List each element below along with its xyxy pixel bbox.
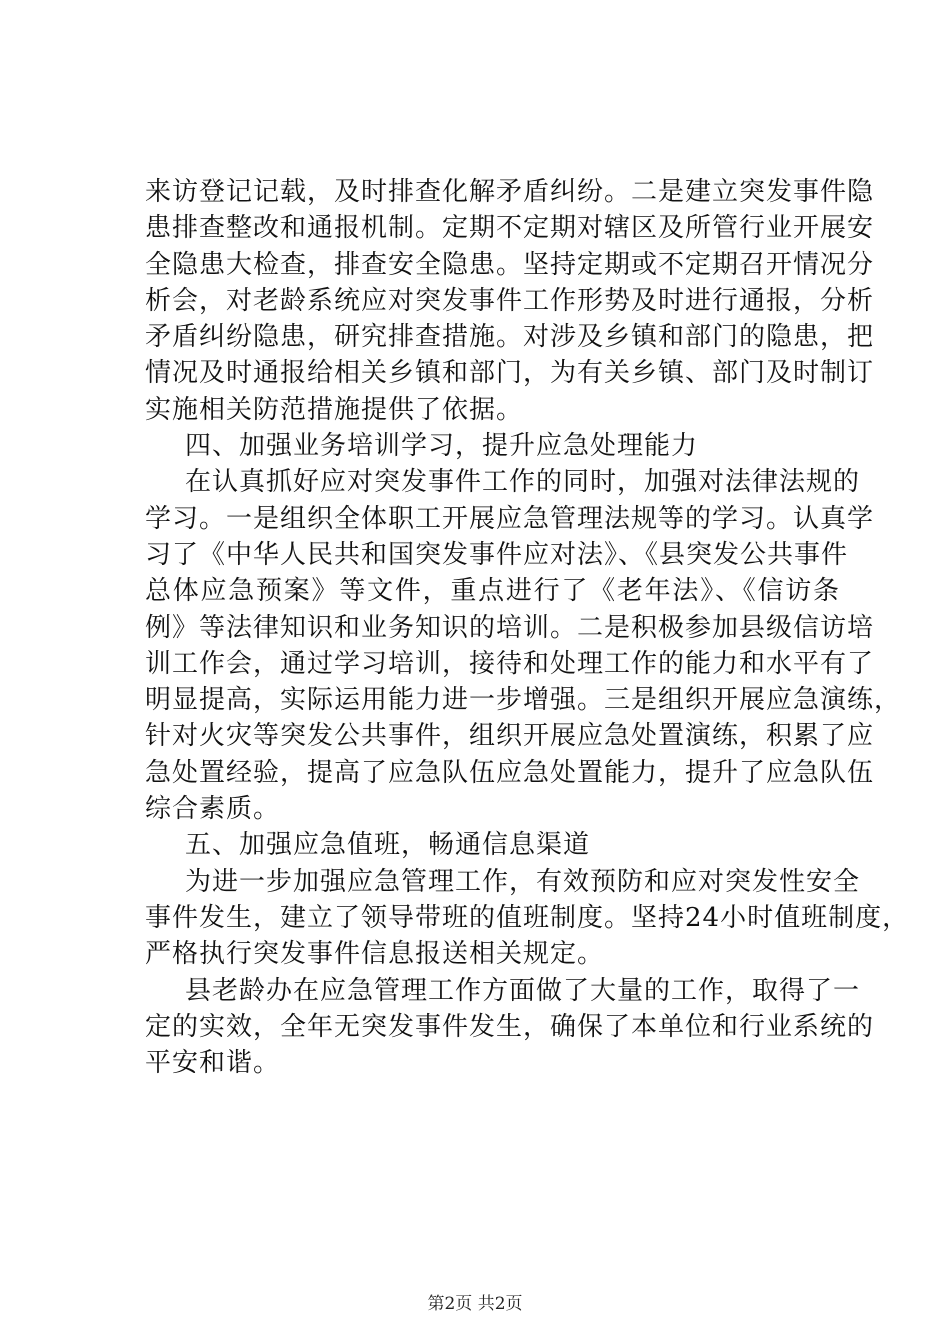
body-line: 实施相关防范措施提供了依据。 xyxy=(145,394,524,425)
body-line: 针对火灾等突发公共事件，组织开展应急处置演练，积累了应 xyxy=(145,721,875,752)
section-heading: 四、加强业务培训学习，提升应急处理能力 xyxy=(185,431,699,462)
body-line: 析会，对老龄系统应对突发事件工作形势及时进行通报，分析 xyxy=(145,285,875,316)
body-line: 平安和谐。 xyxy=(145,1048,281,1079)
body-line: 在认真抓好应对突发事件工作的同时，加强对法律法规的 xyxy=(185,467,861,498)
page-number-footer: 第2页 共2页 xyxy=(427,1294,523,1314)
body-line: 来访登记记载，及时排查化解矛盾纠纷。二是建立突发事件隐 xyxy=(145,177,875,207)
body-line: 县老龄办在应急管理工作方面做了大量的工作，取得了一 xyxy=(185,975,861,1006)
section-heading: 五、加强应急值班，畅通信息渠道 xyxy=(185,830,591,861)
body-line: 矛盾纠纷隐患，研究排查措施。对涉及乡镇和部门的隐患，把 xyxy=(145,322,875,353)
body-line: 情况及时通报给相关乡镇和部门，为有关乡镇、部门及时制订 xyxy=(145,358,875,389)
body-line: 明显提高，实际运用能力进一步增强。三是组织开展应急演练， xyxy=(145,685,902,716)
body-line: 综合素质。 xyxy=(145,794,281,825)
body-line: 患排查整改和通报机制。定期不定期对辖区及所管行业开展安 xyxy=(145,213,875,244)
body-line: 总体应急预案》等文件，重点进行了《老年法》、《信访条 xyxy=(145,576,840,607)
document-body xyxy=(145,174,910,1081)
body-line: 全隐患大检查，排查安全隐患。坚持定期或不定期召开情况分 xyxy=(145,249,875,280)
body-line: 定的实效，全年无突发事件发生，确保了本单位和行业系统的 xyxy=(145,1011,875,1042)
body-line: 例》等法律知识和业务知识的培训。二是积极参加县级信访培 xyxy=(145,612,875,643)
body-line: 急处置经验，提高了应急队伍应急处置能力，提升了应急队伍 xyxy=(145,757,875,788)
body-line: 训工作会，通过学习培训，接待和处理工作的能力和水平有了 xyxy=(145,648,875,679)
body-line: 事件发生，建立了领导带班的值班制度。坚持24小时值班制度， xyxy=(145,902,910,933)
body-line: 学习。一是组织全体职工开展应急管理法规等的学习。认真学 xyxy=(145,503,875,534)
body-line: 严格执行突发事件信息报送相关规定。 xyxy=(145,939,605,970)
body-line: 习了《中华人民共和国突发事件应对法》、《县突发公共事件 xyxy=(145,539,849,570)
body-line: 为进一步加强应急管理工作，有效预防和应对突发性安全 xyxy=(185,866,861,897)
